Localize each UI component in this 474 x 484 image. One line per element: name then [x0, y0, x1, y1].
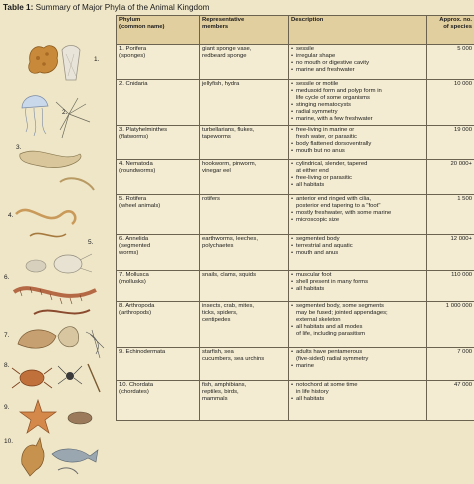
table-caption: [3, 2, 473, 14]
cell-species: 1 000 000: [427, 301, 474, 347]
description-list: [291, 303, 424, 338]
description-item: • irregular shape: [291, 53, 424, 60]
cell-species: 1 500: [427, 194, 474, 234]
starfish-icon: [20, 400, 92, 433]
cell-representatives: insects, crab, mites, ticks, spiders, centipedes: [200, 301, 289, 347]
illustration-number: 5.: [88, 239, 93, 247]
illustration-number: 2.: [62, 109, 67, 117]
rotifer-icon: [26, 254, 92, 273]
illustration-number: 3.: [16, 144, 21, 152]
illustration-number: 9.: [4, 404, 9, 412]
animal-illustrations: [0, 14, 116, 479]
description-list: [291, 349, 424, 370]
cell-species: 20 000+: [427, 159, 474, 194]
table-row: [117, 347, 474, 380]
description-list: [291, 382, 424, 403]
table-row: [117, 80, 474, 126]
description-item: • all habitats: [291, 286, 424, 293]
cell-phylum: 7. Mollusca (mollusks): [117, 270, 200, 301]
description-item: • medusoid form and polyp form in life cycle of some organisms: [291, 88, 424, 102]
arthropod-icon: [12, 364, 100, 392]
description-item: • microscopic size: [291, 217, 424, 224]
cell-species: 110 000: [427, 270, 474, 301]
cell-description: [289, 301, 427, 347]
cell-species: 12 000+: [427, 234, 474, 270]
cell-phylum: 6. Annelida (segmented worms): [117, 234, 200, 270]
cell-representatives: giant sponge vase, redbeard sponge: [200, 45, 289, 80]
cell-representatives: hookworm, pinworm, vinegar eel: [200, 159, 289, 194]
description-item: • anterior end ringed with cilia, posterior end tapering to a "foot": [291, 196, 424, 210]
illustration-number: 8.: [4, 362, 9, 370]
cell-description: [289, 194, 427, 234]
illustration-number: 1.: [94, 56, 99, 64]
description-item: • free-living or parasitic: [291, 175, 424, 182]
cell-description: [289, 234, 427, 270]
description-item: • free-living in marine or fresh water, or parasitic: [291, 127, 424, 141]
cell-description: [289, 125, 427, 159]
description-item: • segmented body: [291, 236, 424, 243]
description-item: • notochord at some time in life history: [291, 382, 424, 396]
description-item: • sessile: [291, 46, 424, 53]
table-row: [117, 159, 474, 194]
table-row: [117, 125, 474, 159]
segmented-worm-icon: [14, 287, 96, 314]
description-list: [291, 196, 424, 224]
table-row: [117, 234, 474, 270]
cell-description: [289, 159, 427, 194]
table-row: [117, 270, 474, 301]
description-list: [291, 127, 424, 155]
cell-phylum: 2. Cnidaria: [117, 80, 200, 126]
cell-species: 10 000: [427, 80, 474, 126]
illustration-number: 7.: [4, 332, 9, 340]
cell-species: 19 000: [427, 125, 474, 159]
description-item: • all habitats: [291, 182, 424, 189]
cell-description: [289, 270, 427, 301]
description-item: • muscular foot: [291, 272, 424, 279]
description-item: • mouth but no anus: [291, 148, 424, 155]
illustration-number: 6.: [4, 274, 9, 282]
description-item: • adults have pentamerous (five-sided) radial symmetry: [291, 349, 424, 363]
header-description: Description: [289, 16, 427, 45]
caption-title: Summary of Major Phyla of the Animal Kingdom: [36, 3, 210, 12]
cell-species: 5 000: [427, 45, 474, 80]
cell-representatives: rotifers: [200, 194, 289, 234]
header-representatives: Representative members: [200, 16, 289, 45]
cell-phylum: 10. Chordata (chordates): [117, 380, 200, 420]
description-item: • mouth and anus: [291, 250, 424, 257]
table-row: [117, 45, 474, 80]
cell-phylum: 5. Rotifera (wheel animals): [117, 194, 200, 234]
illustration-number: 10.: [4, 438, 13, 446]
description-item: • stinging nematocysts: [291, 102, 424, 109]
description-item: • marine: [291, 363, 424, 370]
jellyfish-icon: [22, 96, 90, 138]
description-list: [291, 272, 424, 293]
description-item: • body flattened dorsoventrally: [291, 141, 424, 148]
cell-species: 47 000: [427, 380, 474, 420]
cell-representatives: snails, clams, squids: [200, 270, 289, 301]
chordate-icon: [22, 438, 98, 476]
table-header-row: [117, 16, 474, 45]
cell-phylum: 3. Platyhelminthes (flatworms): [117, 125, 200, 159]
cell-phylum: 1. Porifera (sponges): [117, 45, 200, 80]
description-list: [291, 236, 424, 257]
cell-representatives: starfish, sea cucumbers, sea urchins: [200, 347, 289, 380]
description-item: • sessile or motile: [291, 81, 424, 88]
description-list: [291, 161, 424, 189]
cell-representatives: fish, amphibians, reptiles, birds, mammals: [200, 380, 289, 420]
mollusk-icon: [18, 327, 104, 358]
header-species: Approx. no. of species: [427, 16, 474, 45]
description-item: • terrestrial and aquatic: [291, 243, 424, 250]
description-list: [291, 46, 424, 74]
phyla-table: [116, 15, 474, 421]
description-item: • mostly freshwater, with some marine: [291, 210, 424, 217]
description-item: • marine and freshwater: [291, 67, 424, 74]
illustration-number: 4.: [8, 212, 13, 220]
description-item: • radial symmetry: [291, 109, 424, 116]
table-row: [117, 194, 474, 234]
description-item: • cylindrical, slender, tapered at either end: [291, 161, 424, 175]
cell-phylum: 4. Nematoda (roundworms): [117, 159, 200, 194]
caption-label: Table 1:: [3, 3, 33, 12]
description-item: • all habitats and all modes of life, including parasitism: [291, 324, 424, 338]
cell-phylum: 9. Echinodermata: [117, 347, 200, 380]
description-item: • shell present in many forms: [291, 279, 424, 286]
cell-description: [289, 45, 427, 80]
cell-description: [289, 347, 427, 380]
cell-representatives: turbellarians, flukes, tapeworms: [200, 125, 289, 159]
sponge-icon: [29, 46, 80, 81]
cell-description: [289, 380, 427, 420]
cell-species: 7 000: [427, 347, 474, 380]
cell-representatives: jellyfish, hydra: [200, 80, 289, 126]
table-row: [117, 301, 474, 347]
animal-illustration-svg: [0, 14, 116, 479]
description-item: • all habitats: [291, 396, 424, 403]
flatworm-icon: [20, 151, 94, 190]
description-item: • no mouth or digestive cavity: [291, 60, 424, 67]
description-list: [291, 81, 424, 124]
cell-phylum: 8. Arthropoda (arthropods): [117, 301, 200, 347]
cell-representatives: earthworms, leeches, polychaetes: [200, 234, 289, 270]
roundworm-icon: [16, 210, 75, 237]
header-phylum: Phylum (common name): [117, 16, 200, 45]
description-item: • marine, with a few freshwater: [291, 116, 424, 123]
description-item: • segmented body, some segments may be fused; jointed appendages; external skeleton: [291, 303, 424, 324]
table-row: [117, 380, 474, 420]
cell-description: [289, 80, 427, 126]
